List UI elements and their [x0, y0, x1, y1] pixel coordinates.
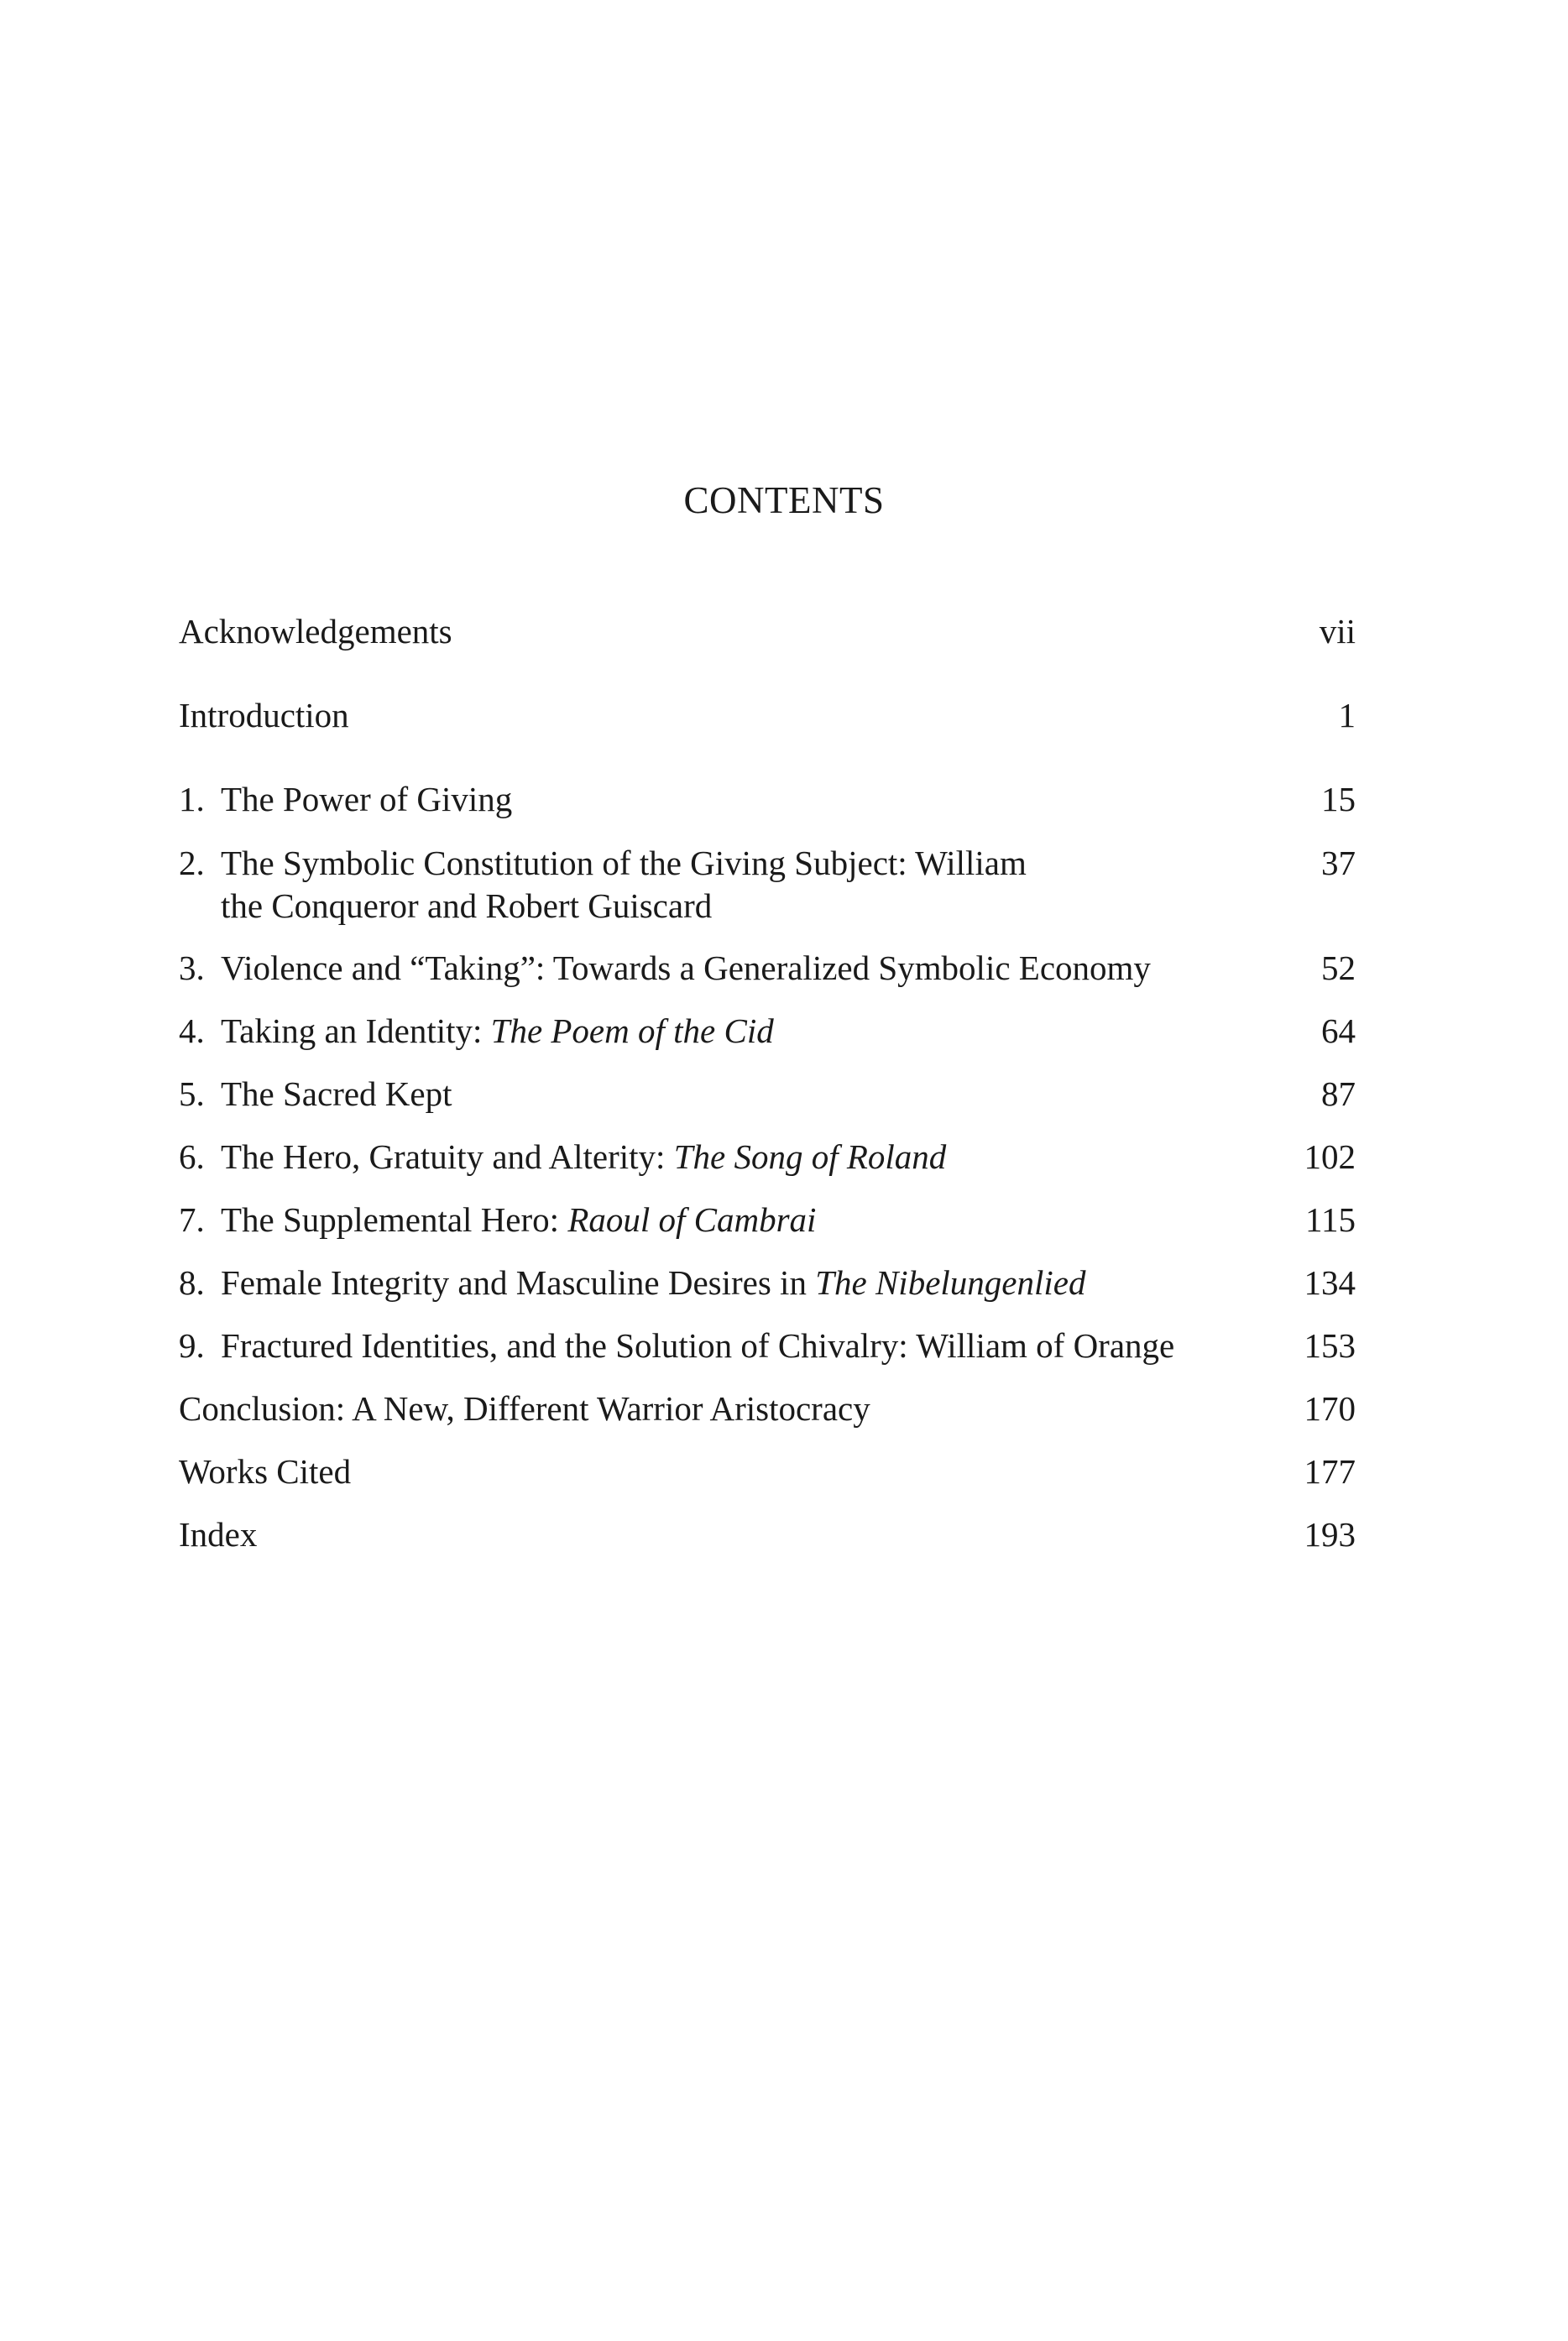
chapter-number: 1.: [179, 780, 205, 818]
toc-page-number: 193: [1304, 1515, 1356, 1554]
toc-entry-title: Index: [179, 1515, 258, 1554]
toc-entry-title: Fractured Identities, and the Solution of Chivalry: William of Orange: [221, 1326, 1175, 1365]
toc-entry-title: Conclusion: A New, Different Warrior Aristocracy: [179, 1389, 870, 1428]
toc-page-number: 87: [1321, 1074, 1356, 1113]
toc-entry-work-title: The Song of Roland: [673, 1137, 947, 1176]
toc-page-number: 134: [1304, 1263, 1356, 1302]
toc-entry-title: Taking an Identity:: [221, 1011, 491, 1050]
chapter-number: 8.: [179, 1263, 205, 1302]
toc-entry-title: The Symbolic Constitution of the Giving Subject: William: [221, 844, 1027, 882]
toc-page-number: 115: [1305, 1200, 1356, 1239]
toc-entry-title: The Supplemental Hero:: [221, 1200, 568, 1239]
toc-entry-title: The Hero, Gratuity and Alterity:: [221, 1137, 674, 1176]
toc-page-number: 64: [1321, 1011, 1356, 1050]
chapter-number: 2.: [179, 844, 205, 882]
toc-entry-work-title: Raoul of Cambrai: [567, 1200, 817, 1239]
toc-entry-work-title: The Poem of the Cid: [490, 1011, 774, 1050]
toc-entry-title: Introduction: [179, 696, 349, 734]
toc-page-number: 37: [1321, 844, 1356, 882]
chapter-number: 5.: [179, 1074, 205, 1113]
toc-page-number: 52: [1321, 948, 1356, 987]
toc-entry-title: Acknowledgements: [179, 612, 452, 651]
toc-entry-work-title: The Nibelungenlied: [815, 1263, 1086, 1302]
toc-entry-title: Female Integrity and Masculine Desires in: [221, 1263, 816, 1302]
chapter-number: 3.: [179, 948, 205, 987]
chapter-number: 6.: [179, 1137, 205, 1176]
chapter-number: 9.: [179, 1326, 205, 1365]
chapter-number: 7.: [179, 1200, 205, 1239]
chapter-number: 4.: [179, 1011, 205, 1050]
toc-page-number: 102: [1304, 1137, 1356, 1176]
page-title: CONTENTS: [683, 479, 885, 521]
toc-page-number: 15: [1321, 780, 1356, 818]
toc-entry-title: The Sacred Kept: [221, 1074, 452, 1113]
toc-entry-title: Works Cited: [179, 1452, 352, 1491]
toc-page-number: 1: [1338, 696, 1356, 734]
toc-page-number: 153: [1304, 1326, 1356, 1365]
toc-entry-title: Violence and “Taking”: Towards a Generalized Symbolic Economy: [221, 948, 1151, 987]
toc-entry-title-continuation: the Conqueror and Robert Guiscard: [221, 886, 713, 925]
toc-page-number: 177: [1304, 1452, 1356, 1491]
toc-entry-title: The Power of Giving: [221, 780, 513, 818]
toc-page-number: 170: [1304, 1389, 1356, 1428]
toc-page-number: vii: [1319, 612, 1356, 651]
